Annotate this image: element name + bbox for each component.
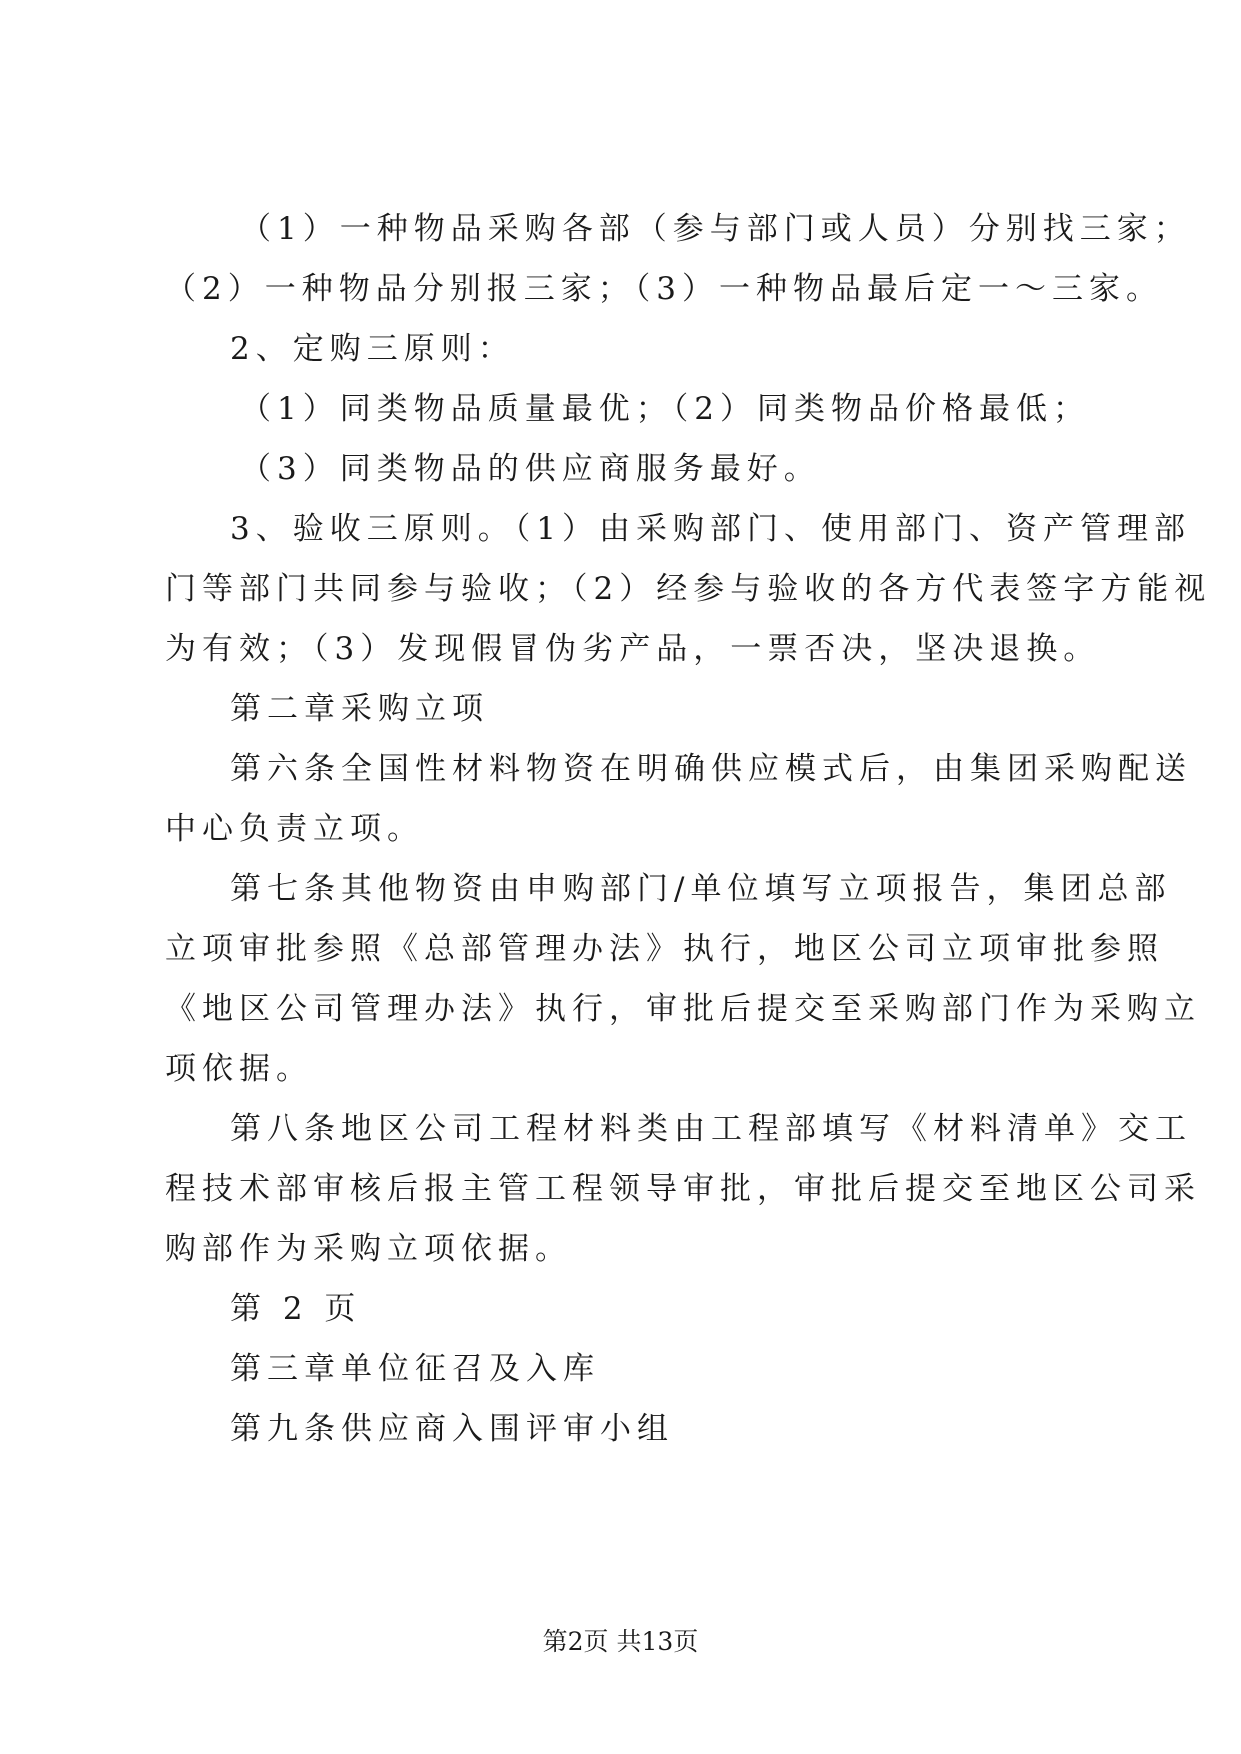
text-line-12: 第七条其他物资由申购部门/单位填写立项报告，集团总部	[230, 871, 1172, 907]
text-line-7: 门等部门共同参与验收；（2）经参与验收的各方代表签字方能视	[165, 571, 1212, 607]
text-line-11: 中心负责立项。	[165, 811, 424, 847]
inline-page-marker: 第 2 页	[230, 1291, 362, 1327]
text-line-5: （3）同类物品的供应商服务最好。	[240, 451, 821, 487]
page-footer: 第2页 共13页	[542, 1627, 699, 1656]
text-line-18: 购部作为采购立项依据。	[165, 1231, 572, 1267]
text-line-13: 立项审批参照《总部管理办法》执行，地区公司立项审批参照	[165, 931, 1164, 967]
text-line-2: （2）一种物品分别报三家；（3）一种物品最后定一～三家。	[165, 271, 1163, 307]
text-line-21: 第九条供应商入围评审小组	[230, 1411, 674, 1447]
text-line-8: 为有效；（3）发现假冒伪劣产品，一票否决，坚决退换。	[165, 631, 1101, 667]
chapter-heading-3: 第三章单位征召及入库	[230, 1351, 600, 1387]
text-line-14: 《地区公司管理办法》执行，审批后提交至采购部门作为采购立	[165, 991, 1201, 1027]
text-line-15: 项依据。	[165, 1051, 313, 1087]
text-line-3: 2、定购三原则：	[230, 331, 515, 367]
chapter-heading-2: 第二章采购立项	[230, 691, 489, 727]
text-line-10: 第六条全国性材料物资在明确供应模式后，由集团采购配送	[230, 751, 1192, 787]
text-line-4: （1）同类物品质量最优；（2）同类物品价格最低；	[240, 391, 1090, 427]
text-line-1: （1）一种物品采购各部（参与部门或人员）分别找三家；	[240, 211, 1191, 247]
text-line-6: 3、验收三原则。（1）由采购部门、使用部门、资产管理部	[230, 511, 1191, 547]
text-line-17: 程技术部审核后报主管工程领导审批，审批后提交至地区公司采	[165, 1171, 1201, 1207]
text-line-16: 第八条地区公司工程材料类由工程部填写《材料清单》交工	[230, 1111, 1192, 1147]
